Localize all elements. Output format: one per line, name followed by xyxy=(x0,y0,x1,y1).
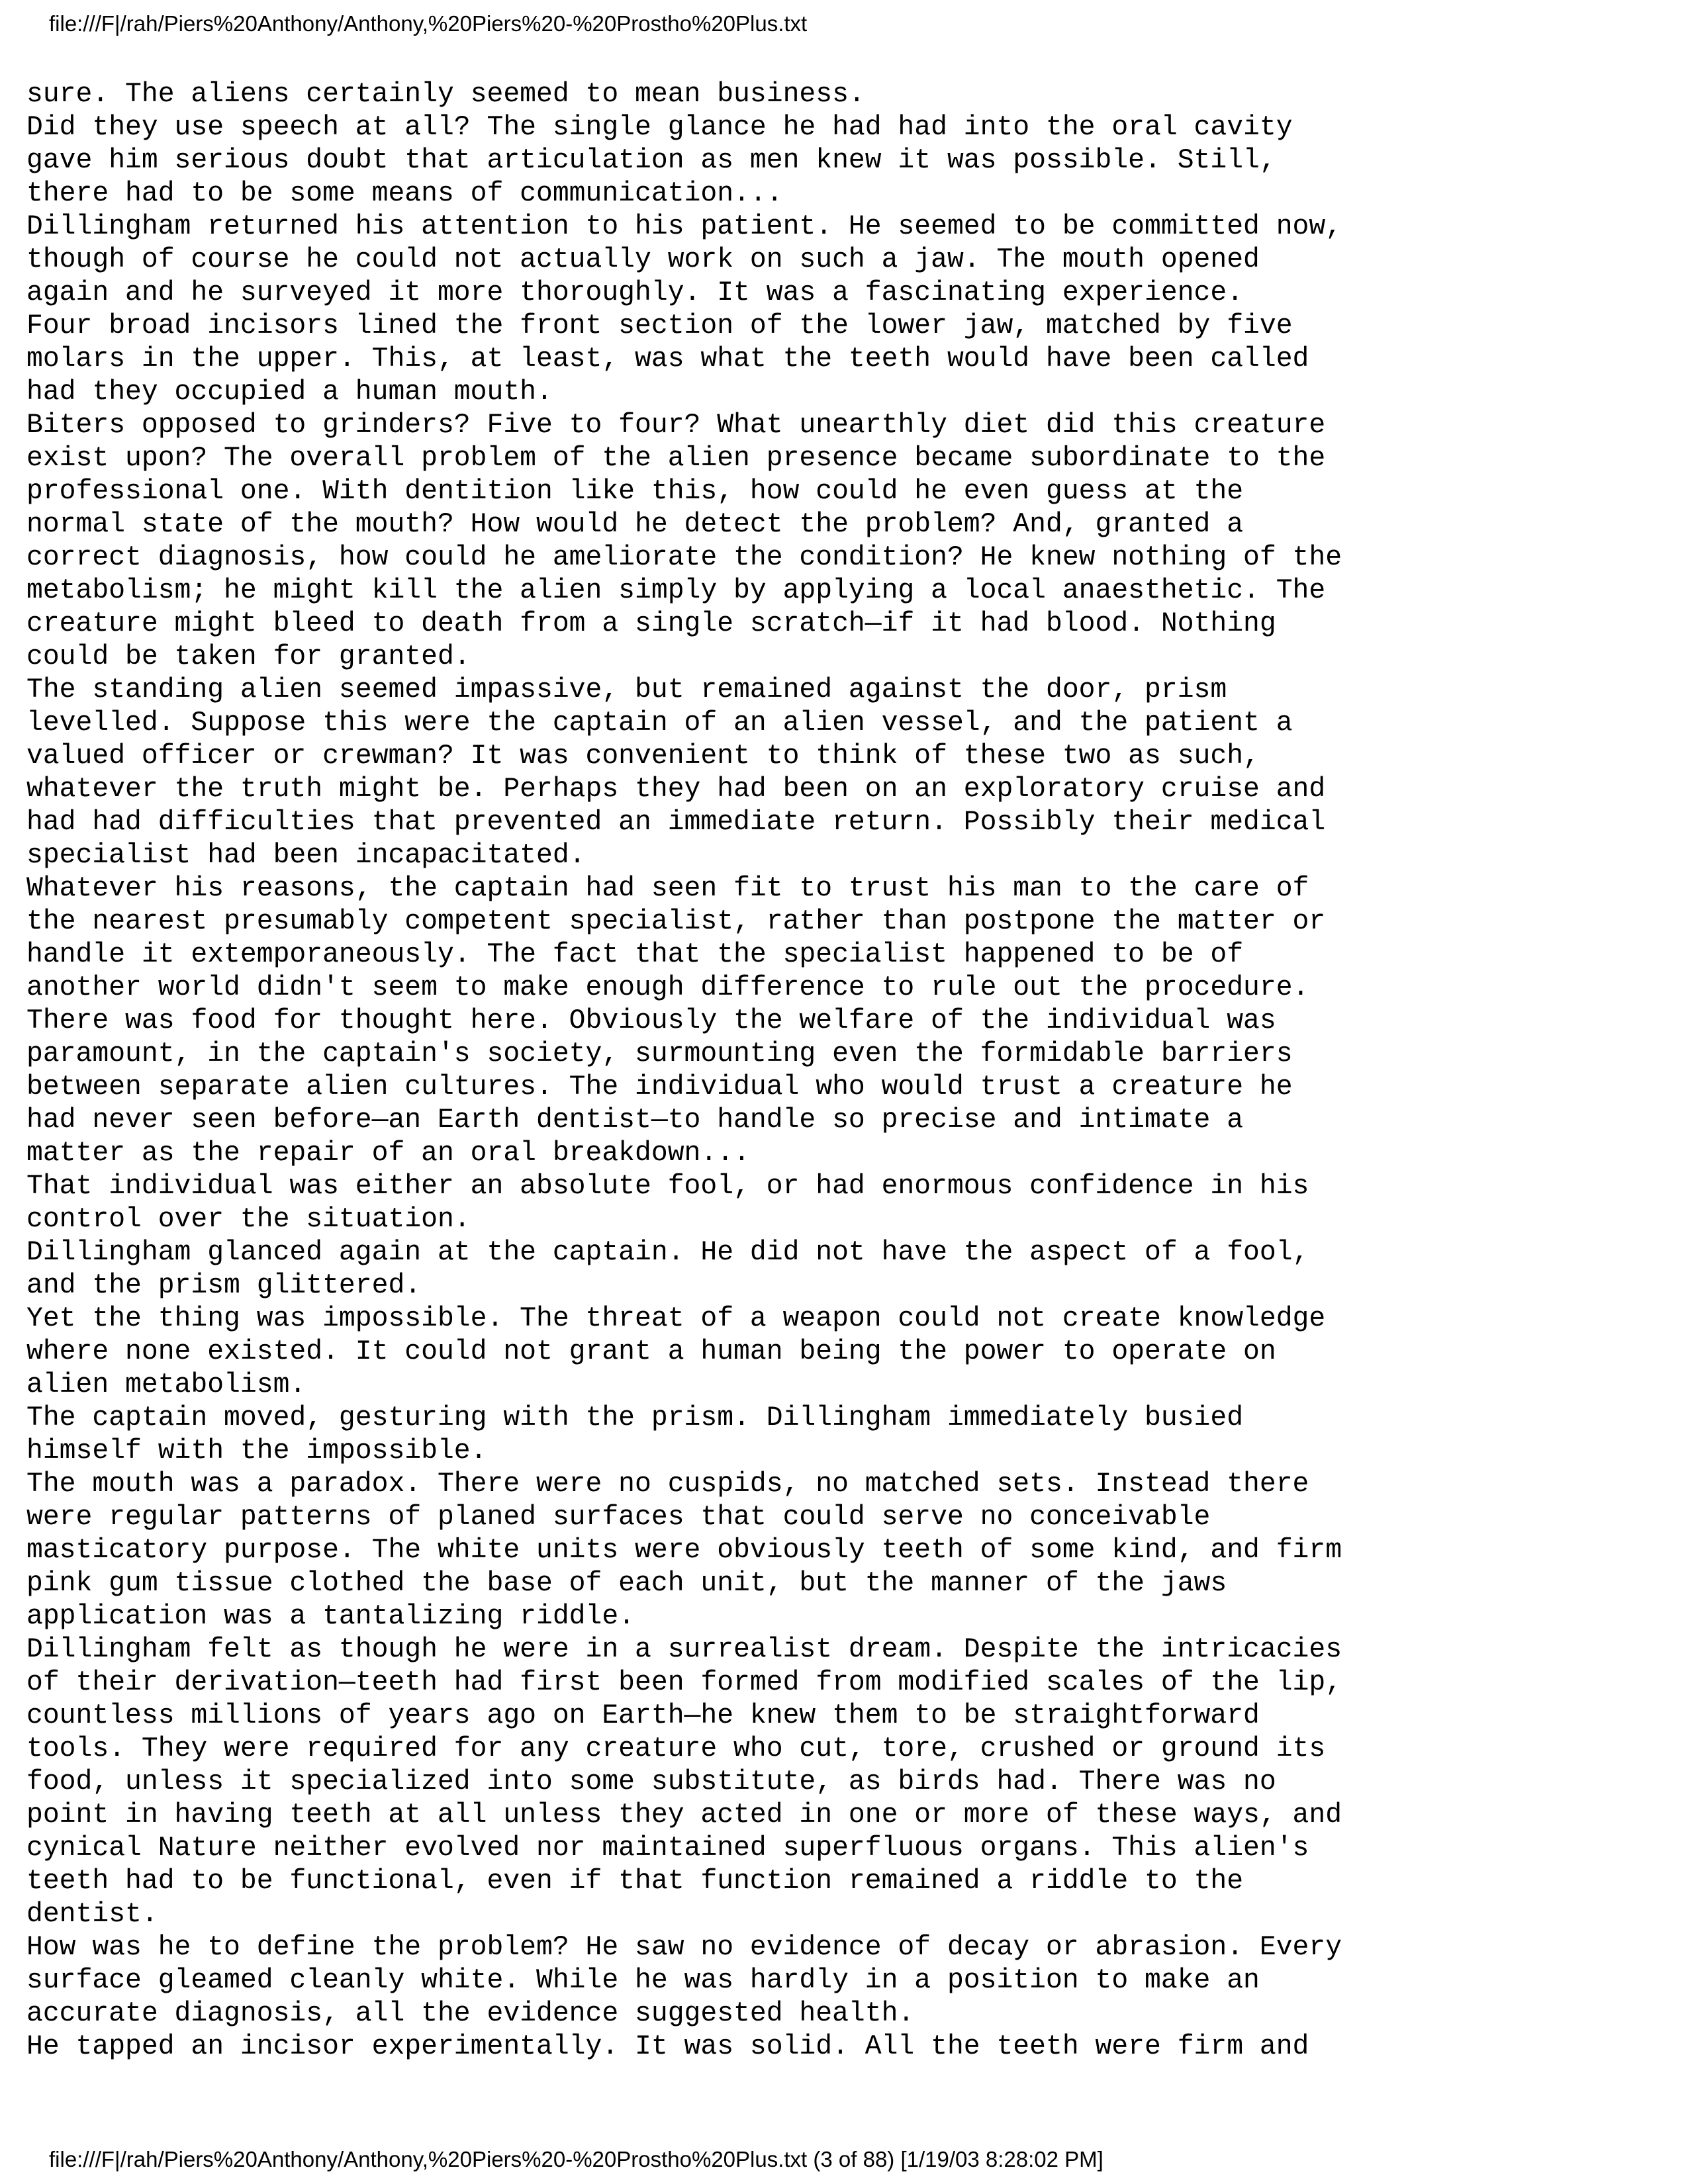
text-line: correct diagnosis, how could he ameliorate the condition? He knew nothing of the xyxy=(26,543,1342,573)
text-line: Did they use speech at all? The single glance he had had into the oral cavity xyxy=(26,113,1293,143)
text-line: cynical Nature neither evolved nor maintained superfluous organs. This alien's xyxy=(26,1833,1309,1864)
text-line: could be taken for granted. xyxy=(26,642,471,672)
text-line: molars in the upper. This, at least, was what the teeth would have been called xyxy=(26,344,1309,375)
text-line: He tapped an incisor experimentally. It was solid. All the teeth were firm and xyxy=(26,2032,1309,2062)
page-header-url: file:///F|/rah/Piers%20Anthony/Anthony,%20Piers%20-%20Prostho%20Plus.txt xyxy=(49,11,808,36)
text-line: control over the situation. xyxy=(26,1205,471,1235)
text-line: point in having teeth at all unless they acted in one or more of these ways, and xyxy=(26,1800,1342,1831)
text-line: himself with the impossible. xyxy=(26,1436,487,1467)
text-line: were regular patterns of planed surfaces that could serve no conceivable xyxy=(26,1502,1211,1533)
text-line: How was he to define the problem? He saw no evidence of decay or abrasion. Every xyxy=(26,1933,1342,1963)
text-line: surface gleamed cleanly white. While he was hardly in a position to make an xyxy=(26,1966,1260,1996)
text-line: dentist. xyxy=(26,1899,158,1930)
text-line: Yet the thing was impossible. The threat of a weapon could not create knowledge xyxy=(26,1304,1326,1334)
text-line: Biters opposed to grinders? Five to four? What unearthly diet did this creature xyxy=(26,410,1326,441)
text-line: Dillingham glanced again at the captain. He did not have the aspect of a fool, xyxy=(26,1238,1309,1268)
text-line: specialist had been incapacitated. xyxy=(26,841,586,871)
text-line: Four broad incisors lined the front section of the lower jaw, matched by five xyxy=(26,311,1293,341)
text-line: had they occupied a human mouth. xyxy=(26,377,553,408)
text-line: again and he surveyed it more thoroughly. It was a fascinating experience. xyxy=(26,278,1244,308)
text-line: alien metabolism. xyxy=(26,1370,306,1400)
text-line: Dillingham returned his attention to his patient. He seemed to be committed now, xyxy=(26,212,1342,242)
text-line: gave him serious doubt that articulation as men knew it was possible. Still, xyxy=(26,146,1276,176)
text-line: between separate alien cultures. The individual who would trust a creature he xyxy=(26,1072,1293,1103)
text-line: The standing alien seemed impassive, but remained against the door, prism xyxy=(26,675,1227,705)
text-line: exist upon? The overall problem of the alien presence became subordinate to the xyxy=(26,443,1326,474)
text-line: normal state of the mouth? How would he detect the problem? And, granted a xyxy=(26,510,1244,540)
text-line: there had to be some means of communication... xyxy=(26,179,783,209)
text-line: levelled. Suppose this were the captain of an alien vessel, and the patient a xyxy=(26,708,1293,739)
text-line: countless millions of years ago on Earth—he knew them to be straightforward xyxy=(26,1701,1260,1731)
text-line: The captain moved, gesturing with the prism. Dillingham immediately busied xyxy=(26,1403,1244,1433)
text-line: metabolism; he might kill the alien simply by applying a local anaesthetic. The xyxy=(26,576,1326,606)
text-line: pink gum tissue clothed the base of each unit, but the manner of the jaws xyxy=(26,1569,1227,1599)
text-line: tools. They were required for any creature who cut, tore, crushed or ground its xyxy=(26,1734,1326,1764)
text-line: professional one. With dentition like this, how could he even guess at the xyxy=(26,477,1244,507)
text-line: had had difficulties that prevented an immediate return. Possibly their medical xyxy=(26,807,1326,838)
text-line: valued officer or crewman? It was convenient to think of these two as such, xyxy=(26,741,1260,772)
text-line: paramount, in the captain's society, surmounting even the formidable barriers xyxy=(26,1039,1293,1069)
text-line: The mouth was a paradox. There were no cuspids, no matched sets. Instead there xyxy=(26,1469,1309,1500)
page-footer-url: file:///F|/rah/Piers%20Anthony/Anthony,%20Piers%20-%20Prostho%20Plus.txt (3 of 88) [1/19/03 8:28:02 PM] xyxy=(49,2147,1103,2171)
text-line: food, unless it specialized into some substitute, as birds had. There was no xyxy=(26,1767,1276,1797)
text-line: sure. The aliens certainly seemed to mean business. xyxy=(26,79,865,110)
text-line: Whatever his reasons, the captain had seen fit to trust his man to the care of xyxy=(26,874,1309,904)
text-line: masticatory purpose. The white units were obviously teeth of some kind, and firm xyxy=(26,1535,1342,1566)
document-text-body xyxy=(26,78,1655,2064)
text-line: creature might bleed to death from a single scratch—if it had blood. Nothing xyxy=(26,609,1276,639)
text-line: of their derivation—teeth had first been formed from modified scales of the lip, xyxy=(26,1668,1342,1698)
text-line: and the prism glittered. xyxy=(26,1271,422,1301)
text-line: had never seen before—an Earth dentist—to handle so precise and intimate a xyxy=(26,1105,1244,1136)
text-line: another world didn't seem to make enough difference to rule out the procedure. xyxy=(26,973,1309,1003)
text-line: handle it extemporaneously. The fact that the specialist happened to be of xyxy=(26,940,1244,970)
text-line: where none existed. It could not grant a human being the power to operate on xyxy=(26,1337,1276,1367)
text-line: whatever the truth might be. Perhaps they had been on an exploratory cruise and xyxy=(26,774,1326,805)
text-line: There was food for thought here. Obviously the welfare of the individual was xyxy=(26,1006,1276,1036)
text-line: matter as the repair of an oral breakdown... xyxy=(26,1138,750,1169)
text-line: teeth had to be functional, even if that function remained a riddle to the xyxy=(26,1866,1244,1897)
text-line: though of course he could not actually work on such a jaw. The mouth opened xyxy=(26,245,1260,275)
text-line: Dillingham felt as though he were in a surrealist dream. Despite the intricacies xyxy=(26,1635,1342,1665)
text-line: accurate diagnosis, all the evidence suggested health. xyxy=(26,1999,915,2029)
text-line: application was a tantalizing riddle. xyxy=(26,1602,635,1632)
text-line: That individual was either an absolute fool, or had enormous confidence in his xyxy=(26,1171,1309,1202)
text-line: the nearest presumably competent specialist, rather than postpone the matter or xyxy=(26,907,1326,937)
